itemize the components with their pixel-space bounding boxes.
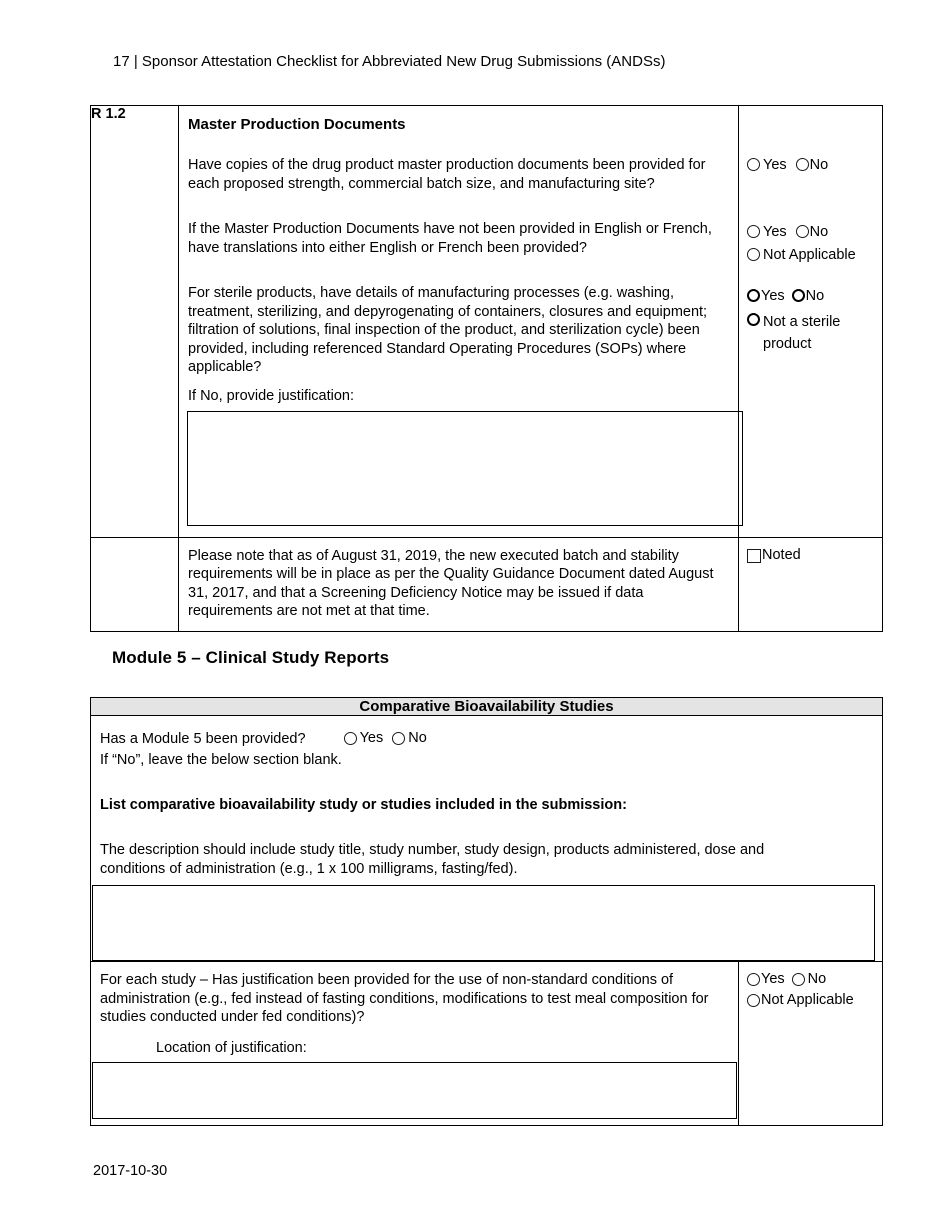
location-of-justification-input[interactable] bbox=[92, 1062, 737, 1119]
option-label: No bbox=[809, 224, 829, 240]
table-row-r12-main bbox=[91, 106, 883, 538]
module5-note: If “No”, leave the below section blank. bbox=[100, 752, 342, 768]
option-label: No bbox=[809, 157, 829, 173]
bio-intro-cell bbox=[91, 716, 883, 962]
radio-icon[interactable] bbox=[747, 158, 760, 171]
option-label: Not a sterile product bbox=[763, 314, 841, 352]
option-label: Yes bbox=[763, 157, 787, 173]
radio-icon[interactable] bbox=[392, 732, 405, 745]
note-code-cell bbox=[91, 537, 179, 631]
option-label: No bbox=[807, 971, 827, 987]
radio-icon[interactable] bbox=[747, 973, 760, 986]
option-label: No bbox=[805, 288, 825, 304]
radio-option-q3-yes[interactable] bbox=[747, 287, 785, 305]
option-label: Yes bbox=[761, 288, 785, 304]
footer-date: 2017-10-30 bbox=[93, 1163, 168, 1179]
justification-question-cell bbox=[91, 962, 739, 1126]
table-row-bio-header bbox=[91, 698, 883, 716]
r12-answers-cell bbox=[739, 106, 883, 538]
radio-icon[interactable] bbox=[796, 158, 809, 171]
study-description-input[interactable] bbox=[92, 885, 875, 961]
radio-option-q3-not-sterile[interactable] bbox=[747, 311, 871, 355]
note-text-cell bbox=[179, 537, 739, 631]
table-comparative-bioavailability bbox=[90, 697, 883, 1126]
radio-icon[interactable] bbox=[792, 289, 805, 302]
location-of-justification-label: Location of justification: bbox=[156, 1039, 307, 1056]
answer-group-3 bbox=[747, 287, 882, 355]
table-row-bio-intro bbox=[91, 716, 883, 962]
radio-option-q2-no[interactable] bbox=[796, 223, 829, 241]
question-3-text: For sterile products, have details of manufacturing processes (e.g. washing, treatment, sterilizing, and depyrogenating of containers, closures and equipment; filtration of solutions, final inspection of the product, and sterilization cycle) been provided, including referenced Standard Operating Procedures (SOPs) where applicable? bbox=[188, 285, 708, 375]
question-1-text: Have copies of the drug product master production documents been provided for each proposed strength, commercial batch size, and manufacturing site? bbox=[188, 157, 706, 192]
radio-icon[interactable] bbox=[747, 289, 760, 302]
module-5-heading: Module 5 – Clinical Study Reports bbox=[112, 648, 390, 667]
radio-icon[interactable] bbox=[747, 313, 760, 326]
radio-option-just-no[interactable] bbox=[792, 971, 827, 987]
option-label: No bbox=[408, 730, 427, 746]
justification-answers-cell bbox=[739, 962, 883, 1126]
bio-table-header: Comparative Bioavailability Studies bbox=[91, 698, 883, 716]
checkbox-icon[interactable] bbox=[747, 549, 761, 563]
justification-label: If No, provide justification: bbox=[188, 387, 355, 404]
radio-option-q1-yes[interactable] bbox=[747, 156, 787, 174]
radio-icon[interactable] bbox=[747, 994, 760, 1007]
radio-icon[interactable] bbox=[792, 973, 805, 986]
radio-option-just-yes[interactable] bbox=[747, 971, 785, 987]
answer-group-2 bbox=[747, 223, 882, 264]
note-answer-cell bbox=[739, 537, 883, 631]
table-row-bio-justification bbox=[91, 962, 883, 1126]
radio-icon[interactable] bbox=[796, 225, 809, 238]
option-label: Not Applicable bbox=[761, 992, 854, 1008]
radio-icon[interactable] bbox=[747, 225, 760, 238]
table-r12 bbox=[90, 105, 883, 632]
justification-input[interactable] bbox=[187, 411, 743, 526]
radio-option-q2-not-applicable[interactable] bbox=[747, 246, 856, 264]
list-instruction: List comparative bioavailability study or studies included in the submission: bbox=[100, 797, 627, 813]
justification-question-text: For each study – Has justification been provided for the use of non-standard conditions of administration (e.g., fed instead of fasting conditions, modifications to test meal composition for studies conducted under fed conditions)? bbox=[100, 972, 709, 1025]
r12-body-cell bbox=[179, 106, 739, 538]
radio-icon[interactable] bbox=[747, 248, 760, 261]
section-title: Master Production Documents bbox=[188, 116, 406, 133]
option-label: Yes bbox=[763, 224, 787, 240]
option-label: Not Applicable bbox=[763, 247, 856, 263]
radio-option-m5-no[interactable] bbox=[392, 730, 427, 746]
answer-group-1 bbox=[747, 156, 882, 174]
table-row-r12-note bbox=[91, 537, 883, 631]
radio-option-just-not-applicable[interactable] bbox=[747, 992, 854, 1008]
module5-question-label: Has a Module 5 been provided? bbox=[100, 731, 306, 747]
description-instruction: The description should include study title, study number, study design, products administered, dose and conditions of administration (e.g., 1 x 100 milligrams, fasting/fed). bbox=[100, 842, 765, 877]
option-label: Yes bbox=[359, 730, 384, 746]
question-2-text: If the Master Production Documents have not been provided in English or French, have translations into either English or French been provided? bbox=[188, 221, 712, 256]
radio-option-m5-yes[interactable] bbox=[344, 730, 384, 746]
radio-option-q3-no[interactable] bbox=[792, 287, 825, 305]
note-text: Please note that as of August 31, 2019, the new executed batch and stability requirements will be in place as per the Quality Guidance Document dated August 31, 2017, and that a Screening Deficiency Notice may be issued if data requirements are not met at that time. bbox=[188, 547, 714, 619]
radio-option-q1-no[interactable] bbox=[796, 156, 829, 174]
option-label: Yes bbox=[761, 971, 785, 987]
page-header-title: 17 | Sponsor Attestation Checklist for Abbreviated New Drug Submissions (ANDSs) bbox=[113, 53, 666, 70]
option-label: Noted bbox=[762, 546, 801, 563]
radio-icon[interactable] bbox=[344, 732, 357, 745]
checkbox-option-noted[interactable] bbox=[747, 547, 801, 563]
radio-option-q2-yes[interactable] bbox=[747, 223, 787, 241]
requirement-code: R 1.2 bbox=[91, 106, 179, 538]
